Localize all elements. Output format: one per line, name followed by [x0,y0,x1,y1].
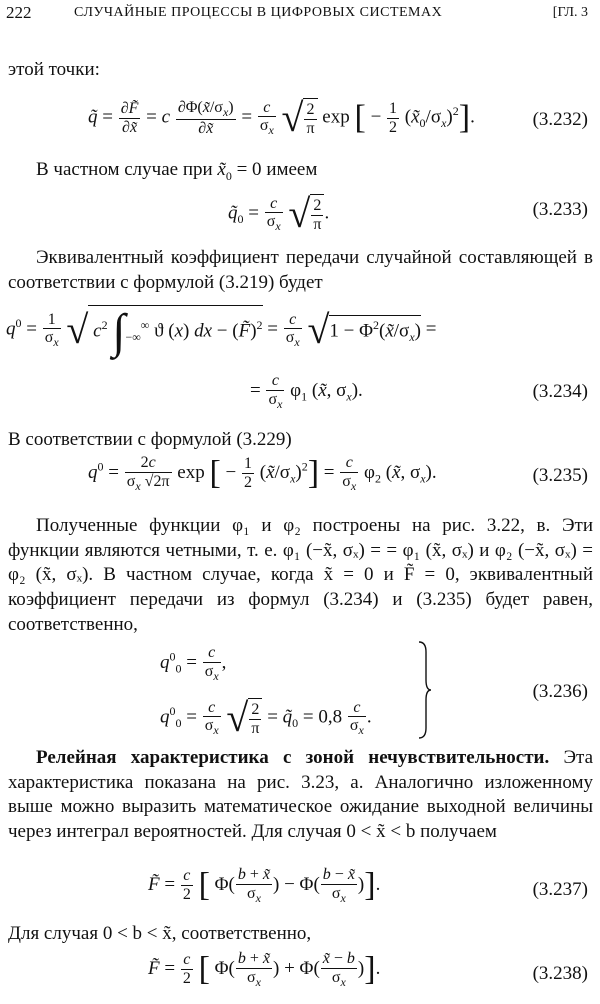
page-number: 222 [6,3,32,22]
equation-3-235 [0,450,596,506]
formula-line-2: = $\frac{c}{\sigma_x}$ $\varphi_1$ (x̃, $\sigma_x$). [250,372,363,411]
equation-number: (3.238) [532,963,588,984]
equation-3-233 [0,186,596,238]
running-header [0,0,596,24]
equation-3-238 [0,946,596,1002]
paragraph-functions: Полученные функции φ₁ и φ₂ построены на рис. 3.22, в. Эти функции являются четными, т. е. φ₁ (−x̃, σₓ) = = φ₁ (x̃, σₓ) и φ₂ (−x̃, σₓ) = φ₂ (x̃, σₓ). В частном случае, когда x̃ = 0 и F̃ = 0, эквивалентный коэффициент передачи из формул (3.234) и (3.235) будет равен, соответственно, [8,515,593,635]
equation-number: (3.233) [532,199,588,220]
formula: q̃ = $\frac{\partial F̃}{\partial x̃}$ = c $\frac{\partial\Phi(x̃/\sigma_x)}{\partial x̃}$ = $\frac{c}{\sigma_x}$ √ $\frac{2}{\pi}$ exp [ − $\frac{1}{2}$ $(x̃_0/\sigma_x)^2$]. [88,95,475,140]
equation-number: (3.236) [532,681,588,702]
formula: F̃ = $\frac{c}{2}$ [ Φ( $\frac{b + x̃}{\sigma_x}$ ) + Φ( $\frac{x̃ - b}{\sigma_x}$ )]. [148,950,381,989]
formula-line-1: $q^0$ = $\frac{1}{\sigma_x}$ √ $c^2$ $\int_{-\infty}^\infty$ ϑ (x) dx − (F̃)$^2$ = $\frac{c}{\sigma_x}$ $√1 - \Phi^2(x̃/\sigma_x)$ = [6,304,437,358]
equation-number: (3.234) [532,381,588,402]
paragraph-intro: этой точки: [8,59,100,80]
equation-3-236 [0,640,596,744]
formula-line-1: $q^0_0$ = $\frac{c}{\sigma_x}$ , [160,644,227,683]
running-title: СЛУЧАЙНЫЕ ПРОЦЕССЫ В ЦИФРОВЫХ СИСТЕМАХ [74,5,443,20]
formula: F̃ = $\frac{c}{2}$ [ Φ( $\frac{b + x̃}{\sigma_x}$ ) − Φ( $\frac{b - x̃}{\sigma_x}$ )]. [148,866,381,905]
equation-3-237 [0,862,596,916]
equation-number: (3.237) [532,879,588,900]
equation-number: (3.235) [532,465,588,486]
equation-3-234 [0,300,596,412]
paragraph-formula-ref: В соответствии с формулой (3.229) [8,429,292,450]
chapter-label: [ГЛ. 3 [552,5,588,20]
formula-line-2: $q^0_0$ = $\frac{c}{\sigma_x}$ √ $\frac{2}{\pi}$ = $q̃_0 = 0,8$ $\frac{c}{\sigma_x}$ . [160,695,372,740]
paragraph-special-case: В частном случае при $x̃_0 = 0$ имеем [36,159,318,183]
equation-number: (3.232) [532,109,588,130]
equation-3-232 [0,88,596,158]
paragraph-equivalent-coefficient: Эквивалентный коэффициент передачи случайной составляющей в соответствии с формулой (3.219) будет [8,247,593,293]
formula: $q^0$ = $\frac{2c}{\sigma_x √2\pi}$ exp [ − $\frac{1}{2}$ $(x̃/\sigma_x)^2$] = $\frac{c}{\sigma_x}$ $\varphi_2$ (x̃, $\sigma_x$). [88,454,437,493]
paragraph-relay: Релейная характеристика с зоной нечувствительности. Эта характеристика показана на рис. 3.23, а. Аналогично изложенному выше можно выразить математическое ожидание выходной величины через интеграл вероятностей. Для случая 0 < x̃ < b получаем [8,747,593,843]
paragraph-second-case: Для случая 0 < b < x̃, соответственно, [8,923,312,944]
right-brace-icon [418,640,432,740]
formula: $q̃_0$ = $\frac{c}{\sigma_x}$ √ $\frac{2}{\pi}$ . [228,191,330,236]
